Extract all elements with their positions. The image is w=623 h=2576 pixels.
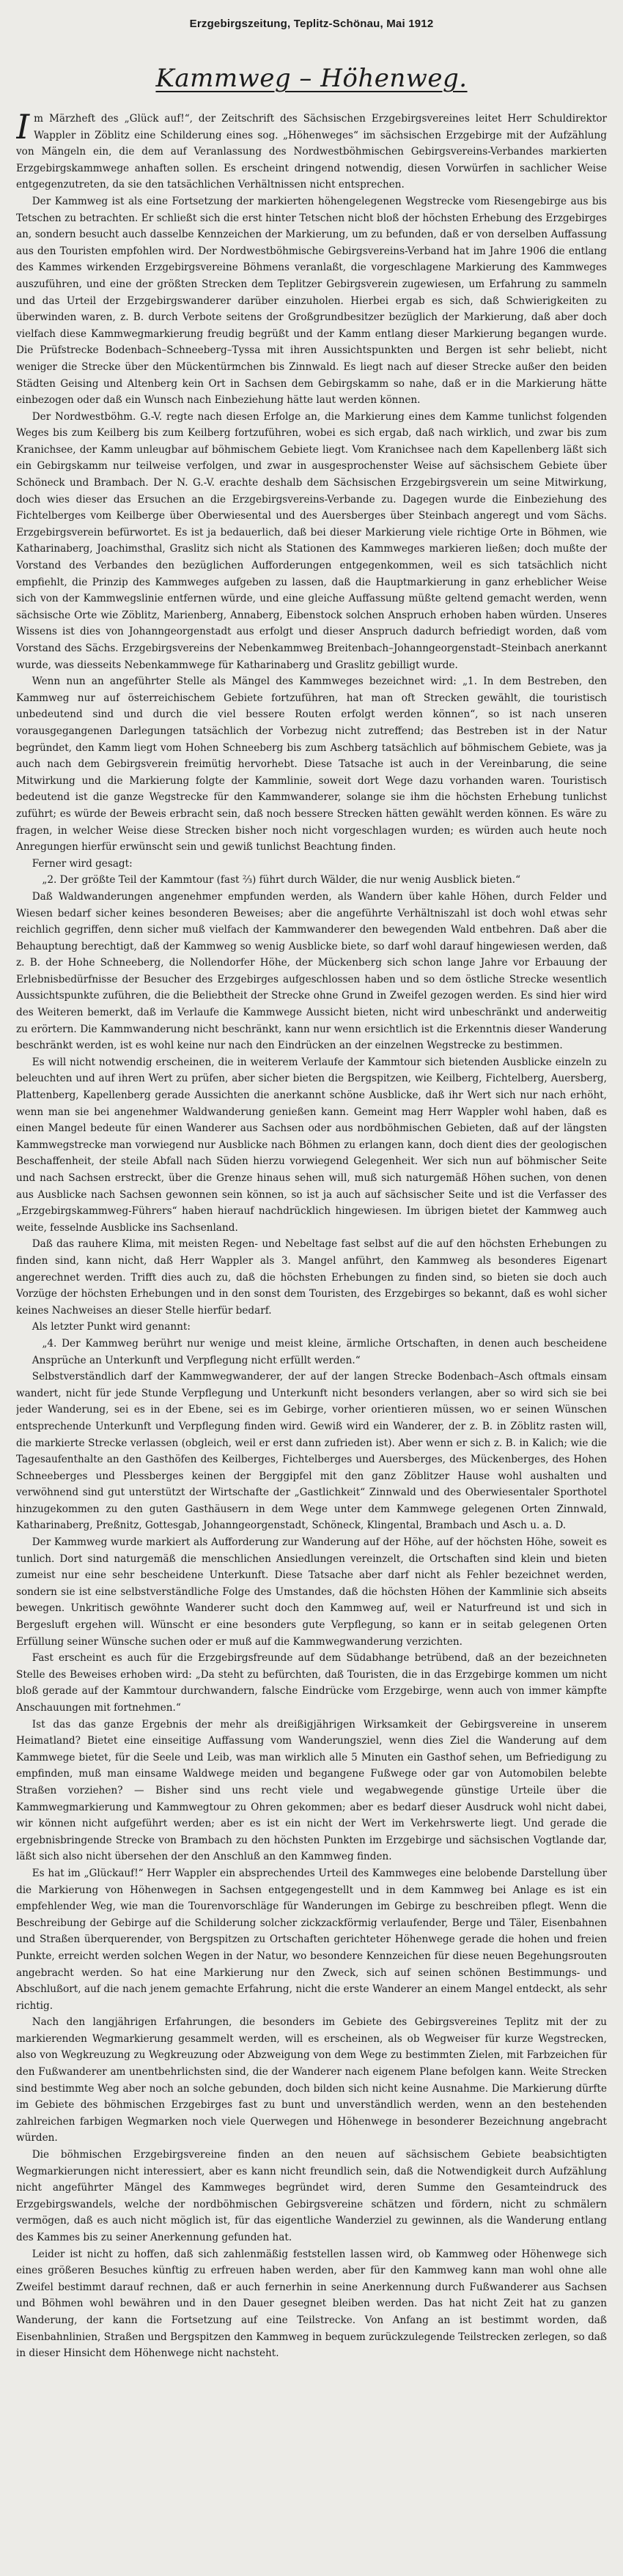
paragraph-11: Der Kammweg wurde markiert als Aufforderung zur Wanderung auf der Höhe, auf der höchsten Höhe, soweit es tunlich. Dort sind naturgemäß die menschlichen Ansiedlungen vereinzelt, die Ortschaften sind klein und bieten zumeist nur eine sehr bescheidene Unterkunft. Diese Tatsache aber darf nicht als Fehler bezeichnet werden, sondern sie ist eine selbstverständliche Folge des Umstandes, daß die höchsten Höhen der Kammlinie sich abseits bewegen. Unkritisch gewöhnte Wanderer sucht doch den Kammweg auf, weil er Naturfreund ist und sich in Bergesluft ergehen will. Wünscht er eine besonders gute Verpflegung, so kann er in seitab gelegenen Orten Erfüllung seiner Wünsche suchen oder er muß auf die Kammwegwanderung verzichten. xyxy=(16,1536,607,1648)
quote-4: „4. Der Kammweg berührt nur wenige und meist kleine, ärmliche Ortschaften, in denen auch bescheidene Ansprüche an Unterkunft und Verpflegung nicht erfüllt werden.“ xyxy=(32,1337,607,1366)
paragraph-7: Es will nicht notwendig erscheinen, die in weiterem Verlaufe der Kammtour sich bietenden Ausblicke einzeln zu beleuchten und auf ihren Wert zu prüfen, aber sicher bieten die Bergspitzen, wie Keilberg, Fichtelberg, Auersberg, Plattenberg, Kapellenberg gerade Aussichten die anerkannt schöne Ausblicke, daß ihr Wert sich nur nach erhöht, wenn man sie bei angenehmer Waldwanderung genießen kann. Gemeint mag Herr Wappler wohl haben, daß es einen Mangel bedeute für einen Wanderer aus Sachsen oder aus nordböhmischen Gebieten, daß auf der längsten Kammwegstrecke man vorwiegend nur Ausblicke nach Böhmen zu erlangen kann, doch dient dies der geologischen Beschaffenheit, der steile Abfall nach Süden hierzu vorwiegend Gelegenheit. Wer sich nun auf böhmischer Seite und nach Sachsen erstreckt, über die Grenze hinaus sehen will, muß sich naturgemäß Höhen suchen, von denen aus Ausblicke nach Sachsen gewonnen sein können, so ist ja auch auf sächsischer Seite und ist die Verfasser des „Erzgebirgskammweg-Führers“ haben hierauf nachdrücklich hingewiesen. Im übrigen bietet der Kammweg auch weite, fesselnde Ausblicke ins Sachsenland. xyxy=(16,1056,607,1234)
paragraph-1 xyxy=(16,107,607,193)
paragraph-6: Daß Waldwanderungen angenehmer empfunden werden, als Wandern über kahle Höhen, durch Felder und Wiesen bedarf sicher keines besonderen Beweises; aber die angeführte Verhältniszahl ist doch wohl etwas sehr reichlich gegriffen, denn sicher muß vielfach der Kammwanderer den bewegenden Wald entbehren. Daß aber die Behauptung berechtigt, daß der Kammweg so wenig Ausblicke biete, so darf wohl darauf hingewiesen werden, daß z. B. der Hohe Schneeberg, die Nollendorfer Höhe, der Mückenberg sich schon lange Jahre vor Erbauung der Erlebnisbedürfnisse der Besucher des Erzgebirges aufgeschlossen haben und so dem östliche Strecke wesentlich Aussichtspunkte zuführen, die die Beliebtheit der Strecke ohne Grund in Zweifel gezogen werden. Es sind hier wird des Weiteren bemerkt, daß im Verlaufe die Kammwege Aussicht bieten, nicht wird unbeschränkt und anderweitig zu erörtern. Die Kammwanderung nicht beschränkt, kann nur wenn ersichtlich ist die Erkenntnis dieser Wanderung beschränkt werden, ist es wohl keine nur nach den Eindrücken an der einzelnen Wegstrecke zu bestimmen. xyxy=(16,890,607,1052)
paragraph-9: Als letzter Punkt wird genannt: xyxy=(32,1321,191,1333)
newspaper-page xyxy=(16,15,607,2547)
quote-2: „2. Der größte Teil der Kammtour (fast ⅔) führt durch Wälder, die nur wenig Ausblick bieten.“ xyxy=(42,874,521,887)
article-title: Kammweg – Höhenweg. xyxy=(155,64,468,93)
paragraph-8: Daß das rauhere Klima, mit meisten Regen- und Nebeltage fast selbst auf die auf den höchsten Erhebungen zu finden sind, kann nicht, daß Herr Wappler als 3. Mangel anführt, den Kammweg als besonderes Eigenart angerechnet werden. Trifft dies auch zu, daß die höchsten Erhebungen zu finden sind, so bieten sie doch auch Vorzüge der höchsten Erhebungen und in den sonst dem Touristen, des Erzgebirges so bekannt, daß es wohl sicher keines Nachweises an dieser Stelle hierfür bedarf. xyxy=(16,1238,607,1317)
paragraph-1-text: m Märzheft des „Glück auf!“, der Zeitschrift des Sächsischen Erzgebirgsvereines leitet Herr Schuldirektor Wappler in Zöblitz eine Schilderung eines sog. „Höhenweges“ im sächsischen Erzgebirge mit der Aufzählung von Mängeln ein, die dem auf Veranlassung des Nordwestböhmischen Gebirgsvereins-Verbandes markierten Erzgebirgskammwege anhaften sollen. Es erscheint dringend notwendig, diesen Vorwürfen in sachlicher Weise entgegenzutreten, da sie den tatsächlichen Verhältnissen nicht entsprechen. xyxy=(16,113,607,191)
paragraph-13: Ist das das ganze Ergebnis der mehr als dreißigjährigen Wirksamkeit der Gebirgsvereine in unserem Heimatland? Bietet eine einseitige Auffassung vom Wanderungsziel, wenn dies Ziel die Wanderung auf dem Kammwege bietet, für die Seele und Leib, was man wirklich alle 5 Minuten ein Gasthof sehen, um Befriedigung zu empfinden, muß man einsame Waldwege meiden und begangene Fußwege oder gar von Automobilen belebte Straßen vorziehen? — Bisher sind uns recht viele und wegabwegende günstige Urteile über die Kammwegmarkierung und Kammwegtour zu Ohren gekommen; aber es bedarf dieser Ausdruck wohl nicht dabei, wir können nicht aufgeführt werden; aber es ist ein nicht der Wert im Verkehrswerte liegt. Und gerade die ergebnisbringende Strecke von Brambach zu den höchsten Punkten im Erzgebirge und sächsischen Vogtlande dar, läßt sich also nicht übersehen der den Anschluß an den Kammweg finden. xyxy=(16,1718,607,1863)
drop-cap: I xyxy=(16,107,30,147)
paragraph-4: Wenn nun an angeführter Stelle als Mängel des Kammweges bezeichnet wird: „1. In dem Bestreben, den Kammweg nur auf österreichischem Gebiete fortzuführen, hat man oft Strecken gewählt, die touristisch unbedeutend sind und durch die viel bessere Routen erfolgt werden können“, so ist nach unseren vorausgegangenen Darlegungen tatsächlich der Vorbezug nicht zutreffend; das Bestreben ist in der Natur begründet, den Kamm liegt vom Hohen Schneeberg bis zum Aschberg tatsächlich auf böhmischem Gebiete, was ja auch nach dem Gebirgsverein freimütig hervorhebt. Diese Tatsache ist auch in der Vereinbarung, die seine Mitwirkung und die Markierung folgte der Kammlinie, soweit dort Wege dazu vorhanden waren. Touristisch bedeutend ist die ganze Wegstrecke für den Kammwanderer, solange sie ihm die höchsten Erhebung tunlichst zuführt; es würde der Beweis erbracht sein, daß noch bessere Strecken hätten gewählt werden können. Es wäre zu fragen, in welcher Weise diese Strecken bisher noch nicht vorgeschlagen wurden; es würden auch heute noch Anregungen hierfür erwünscht sein und gewiß tunlichst Beachtung finden. xyxy=(16,676,607,854)
paragraph-10: Selbstverständlich darf der Kammwegwanderer, der auf der langen Strecke Bodenbach–Asch oftmals einsam wandert, nicht für jede Stunde Verpflegung und Unterkunft nicht besonders verlangen, aber so wird sich sie bei jeder Wanderung, sei es in der Ebene, sei es im Gebirge, vorher orientieren müssen, wo er seinen Wünschen entsprechende Unterkunft und Verpflegung finden wird. Gewiß wird ein Wanderer, der z. B. in Zöblitz rasten will, die markierte Strecke verlassen (obgleich, weil er erst dann zufrieden ist). Aber wenn er sich z. B. in Kalich; wie die Tagesaufenthalte an den Gasthöfen des Keilberges, Fichtelberges und Auersberges, des Mückenberges, des Hohen Schneeberges und Plessberges keinen der Berggipfel mit den ganz Zöblitzer Hause wohl aushalten und verwöhnend sind gut unterstützt der Wirtschafte der „Gastlichkeit“ Zinnwald und des Oberwiesentaler Sporthotel hinzugekommen zu den guten Gasthäusern in dem Wege unter dem Kammwege gelegenen Orten Zinnwald, Katharinaberg, Preßnitz, Gottesgab, Johanngeorgenstadt, Schöneck, Klingental, Brambach und Asch u. a. D. xyxy=(16,1371,607,1532)
paragraph-15: Nach den langjährigen Erfahrungen, die besonders im Gebiete des Gebirgsvereines Teplitz mit der zu markierenden Wegmarkierung gesammelt werden, will es erscheinen, als ob Wegweiser für kurze Wegstrecken, also von Wegkreuzung zu Wegkreuzung oder Abzweigung von dem Wege zu bestimmten Zielen, mit Farbzeichen für den Fußwanderer am unentbehrlichsten sind, die der Wanderer nach eigenem Plane befolgen kann. Weite Strecken sind bestimmte Weg aber noch an solche gebunden, doch bilden sich nicht keine Ausnahme. Die Markierung dürfte im Gebiete des böhmischen Erzgebirges fast zu bunt und unverständlich werden, wenn an den bestehenden zahlreichen farbigen Wegmarken noch viele Querwegen und Höhenwege in besonderer Bezeichnung angebracht würden. xyxy=(16,2016,607,2144)
masthead: Erzgebirgszeitung, Teplitz-Schönau, Mai 1912 xyxy=(189,18,434,30)
paragraph-14: Es hat im „Glückauf!“ Herr Wappler ein absprechendes Urteil des Kammweges eine belobende Darstellung über die Markierung von Höhenwegen in Sachsen entgegengestellt und in dem Kammweg bei Anlage es ist ein empfehlender Weg, wie man die Tourenvorschläge für Wanderungen im Gebirge zu beschreiben pflegt. Wenn die Beschreibung der Gebirge auf die Schilderung solcher zickzackförmig verlaufender, Berge und Täler, Eisenbahnen und Straßen überquerender, von Bergspitzen zu Ortschaften gerichteter Höhenwege gerade die hohen und freien Punkte, erreicht werden solchen Wegen in der Natur, wo besondere Kennzeichen für diese neuen Begehungsrouten angebracht werden. So hat eine Markierung nur den Zweck, sich auf seinen schönen Bestimmungs- und Abschlußort, auf die nach jenem gemachte Erfahrung, nicht die erste Wanderer an einem Mangel entdeckt, als sehr richtig. xyxy=(16,1867,607,2012)
paragraph-16: Die böhmischen Erzgebirgsvereine finden an den neuen auf sächsischem Gebiete beabsichtigten Wegmarkierungen nicht interessiert, aber es kann nicht freundlich sein, daß die Notwendigkeit durch Aufzählung nicht angeführter Mängel des Kammweges begründet wird, deren Summe den Gesamteindruck des Erzgebirgswandels, welche der nordböhmischen Gebirgsvereine schätzen und fördern, nicht zu schmälern vermögen, daß es auch nicht möglich ist, für das eigentliche Wanderziel zu gewinnen, als die Wanderung entlang des Kammes bis zu seiner Anerkennung gefunden hat. xyxy=(16,2149,607,2243)
paragraph-3: Der Nordwestböhm. G.-V. regte nach diesen Erfolge an, die Markierung eines dem Kamme tunlichst folgenden Weges bis zum Keilberg bis zum Keilberg fortzuführen, wobei es sich ergab, daß nach wirklich, und zwar bis zum Kranichsee, der Kamm unleugbar auf böhmischem Gebiete liegt. Vom Kranichsee nach dem Kapellenberg läßt sich ein Gebirgskamm nur teilweise verfolgen, und zwar in ausgesprochenster Weise auf sächsischem Gebiete über Schöneck und Brambach. Der N. G.-V. erachte deshalb dem Sächsischen Erzgebirgsverein um seine Mitwirkung, doch wies dieser das Ersuchen an die Erzgebirgsvereins-Verbande zu. Dagegen wurde die Einbeziehung des Fichtelberges vom Keilberge über Oberwiesental und des Auersberges über Steinbach angeregt und vom Sächs. Erzgebirgsverein befürwortet. Es ist ja bedauerlich, daß bei dieser Markierung viele richtige Orte in Böhmen, wie Katharinaberg, Joachimsthal, Graslitz sich nicht als Stationen des Kammweges markieren ließen; doch mußte der Vorstand des Verbandes den bezüglichen Aufforderungen entgegenkommen, weil es sich tatsächlich nicht empfiehlt, die Prinzip des Kammweges aufgeben zu lassen, daß die Hauptmarkierung in ganz erheblicher Weise sich von der Kammwegslinie entfernen würde, und eine gleiche Auffassung müßte geltend gemacht werden, wenn sächsische Orte wie Zöblitz, Marienberg, Annaberg, Eibenstock solchen Anspruch erhoben haben würden. Unseres Wissens ist dies von Johanngeorgenstadt aus erfolgt und dieser Anspruch dadurch befriedigt worden, daß vom Vorstand des Sächs. Erzgebirgsvereins der Nebenkammweg Breitenbach–Johanngeorgenstadt–Steinbach anerkannt wurde, was diesseits Nebenkammwege für Katharinaberg und Graslitz gebilligt wurde. xyxy=(16,410,607,671)
article-body xyxy=(16,107,607,2362)
paragraph-5: Ferner wird gesagt: xyxy=(32,857,133,870)
paragraph-2: Der Kammweg ist als eine Fortsetzung der markierten höhengelegenen Wegstrecke vom Riesengebirge aus bis Tetschen zu betrachten. Er schließt sich die erst hinter Tetschen nicht bloß der höchsten Erhebung des Erzgebirges an, sondern besucht auch dasselbe Kennzeichen der Markierung, um zu befunden, daß er von derselben Auffassung aus den Touristen empfohlen wird. Der Nordwestböhmische Gebirgsvereins-Verband hat im Jahre 1906 die entlang des Kammes wirkenden Erzgebirgsvereine Böhmens veranlaßt, die vorgeschlagene Markierung des Kammweges auszuführen, und eine der größten Strecken dem Teplitzer Gebirgsverein zugewiesen, um Erfahrung zu sammeln und das Urteil der Erzgebirgswanderer darüber einzuholen. Hierbei ergab es sich, daß Schwierigkeiten zu überwinden waren, z. B. durch Verbote seitens der Großgrundbesitzer bezüglich der Markierung, daß aber doch vielfach diese Kammwegmarkierung freudig begrüßt und der Kamm entlang dieser Markierung begangen wurde. Die Prüfstrecke Bodenbach–Schneeberg–Tyssa mit ihren Aussichtspunkten und Bergen ist sehr beliebt, nicht weniger die Strecke über den Mückentürmchen bis Zinnwald. Es liegt nach auf dieser Strecke außer den beiden Städten Geising und Altenberg kein Ort in Sachsen dem Gebirgskamm so nahe, daß er in die Markierung hätte einbezogen oder daß ein Wunsch nach Einbeziehung hätte laut werden können. xyxy=(16,195,607,407)
paragraph-17: Leider ist nicht zu hoffen, daß sich zahlenmäßig feststellen lassen wird, ob Kammweg oder Höhenwege sich eines größeren Besuches künftig zu erfreuen haben werden, aber für den Kammweg kann man wohl ohne alle Zweifel bestimmt darauf rechnen, daß er auch fernerhin in seine Anerkennung durch Fußwanderer aus Sachsen und Böhmen wohl bewähren und in den Dauer gesegnet bleiben werden. Das hat nicht Zeit hat zu ganzen Wanderung, der kann die Fortsetzung auf eine Teilstrecke. Von Anfang an ist bestimmt worden, daß Eisenbahnlinien, Straßen und Bergspitzen den Kammweg in bequem zurückzulegende Teilstrecken zerlegen, so daß in dieser Hinsicht dem Höhenwege nicht nachsteht. xyxy=(16,2248,607,2360)
paragraph-12: Fast erscheint es auch für die Erzgebirgsfreunde auf dem Südabhange betrübend, daß an der bezeichneten Stelle des Beweises erhoben wird: „Da steht zu befürchten, daß Touristen, die in das Erzgebirge kommen um nicht bloß gerade auf der Kammtour durchwandern, falsche Eindrücke vom Erzgebirge, wenn auch von immer kämpfte Anschauungen mit fortnehmen.“ xyxy=(16,1652,607,1714)
